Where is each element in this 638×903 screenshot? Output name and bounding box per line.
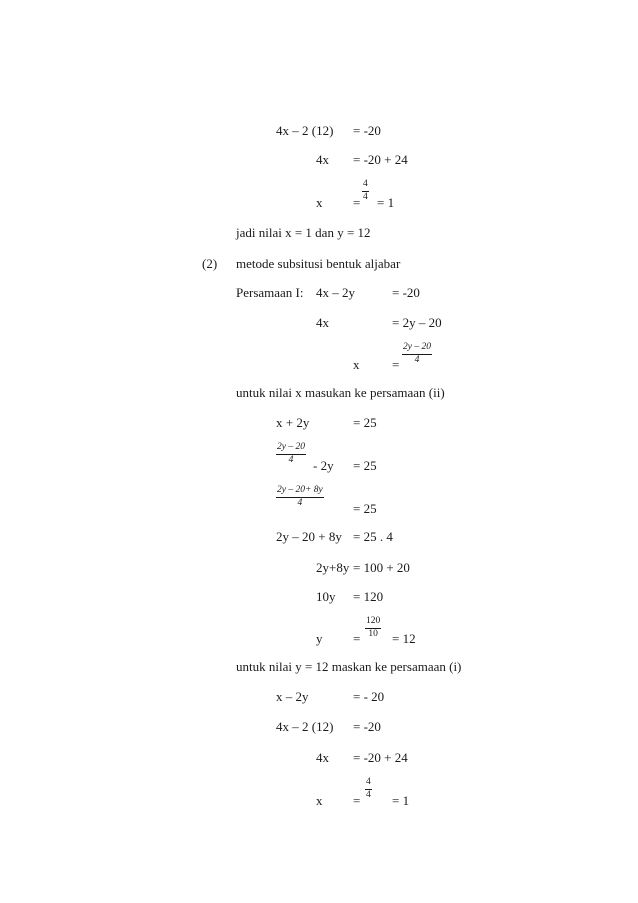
fraction-denominator: 10 — [368, 628, 378, 639]
equation-lhs: 2y – 20 + 8y — [276, 529, 342, 544]
fraction — [276, 486, 324, 508]
equation-rhs: = 25 — [353, 458, 377, 473]
equation-rhs: = - 20 — [353, 689, 385, 704]
equation-rhs: = 25 — [353, 415, 377, 430]
equation-result: = 12 — [392, 631, 416, 646]
equation-rhs: = 25 — [353, 501, 377, 516]
equation-label: Persamaan I: — [236, 285, 304, 300]
equation-lhs: 4x — [316, 315, 329, 330]
equation-lhs: 4x — [316, 152, 329, 167]
equals-sign: = — [392, 357, 400, 372]
equation-lhs: - 2y — [313, 458, 334, 473]
fraction-denominator: 4 — [288, 454, 294, 465]
equation-rhs: = -20 — [392, 285, 420, 300]
equation-lhs: 10y — [316, 589, 336, 604]
equation-lhs: 4x – 2y — [316, 285, 355, 300]
equation-rhs: = 25 . 4 — [353, 529, 393, 544]
equation-rhs: = 2y – 20 — [392, 315, 442, 330]
fraction-denominator: 4 — [363, 191, 368, 202]
equation-result: = 1 — [377, 195, 395, 210]
fraction-numerator: 4 — [365, 778, 372, 790]
fraction-denominator: 4 — [414, 354, 420, 365]
equation-lhs: 4x – 2 (12) — [276, 123, 334, 138]
equation-lhs: x — [353, 357, 360, 372]
equation-rhs: = 120 — [353, 589, 384, 604]
fraction-numerator: 120 — [365, 617, 381, 629]
equation-lhs: y — [316, 631, 323, 646]
fraction — [362, 180, 369, 202]
fraction — [365, 778, 372, 800]
section-number: (2) — [202, 256, 218, 271]
fraction — [365, 617, 381, 639]
section-title: metode subsitusi bentuk aljabar — [236, 256, 401, 271]
equals-sign: = — [353, 631, 361, 646]
equation-lhs: 2y+8y — [316, 560, 350, 575]
equation-result: = 1 — [392, 793, 410, 808]
equation-lhs: x + 2y — [276, 415, 310, 430]
equation-rhs: = -20 — [353, 123, 381, 138]
fraction — [276, 443, 306, 465]
equals-sign: = — [353, 793, 361, 808]
equation-lhs: x — [316, 195, 323, 210]
equals-sign: = — [353, 195, 361, 210]
fraction — [402, 343, 432, 365]
instruction-text: untuk nilai x masukan ke persamaan (ii) — [236, 385, 445, 400]
equation-rhs: = -20 — [353, 719, 381, 734]
equation-rhs: = 100 + 20 — [353, 560, 410, 575]
equation-lhs: 4x – 2 (12) — [276, 719, 334, 734]
fraction-numerator: 4 — [362, 180, 369, 192]
instruction-text: untuk nilai y = 12 maskan ke persamaan (i) — [236, 659, 462, 674]
equation-lhs: x — [316, 793, 323, 808]
equation-lhs: 4x — [316, 750, 329, 765]
fraction-denominator: 4 — [297, 497, 303, 508]
conclusion-text: jadi nilai x = 1 dan y = 12 — [236, 225, 371, 240]
fraction-numerator: 2y – 20 — [402, 343, 432, 355]
fraction-denominator: 4 — [366, 789, 371, 800]
fraction-numerator: 2y – 20 — [276, 443, 306, 455]
equation-rhs: = -20 + 24 — [353, 152, 408, 167]
equation-lhs: x – 2y — [276, 689, 309, 704]
fraction-numerator: 2y – 20+ 8y — [276, 486, 324, 498]
equation-rhs: = -20 + 24 — [353, 750, 408, 765]
